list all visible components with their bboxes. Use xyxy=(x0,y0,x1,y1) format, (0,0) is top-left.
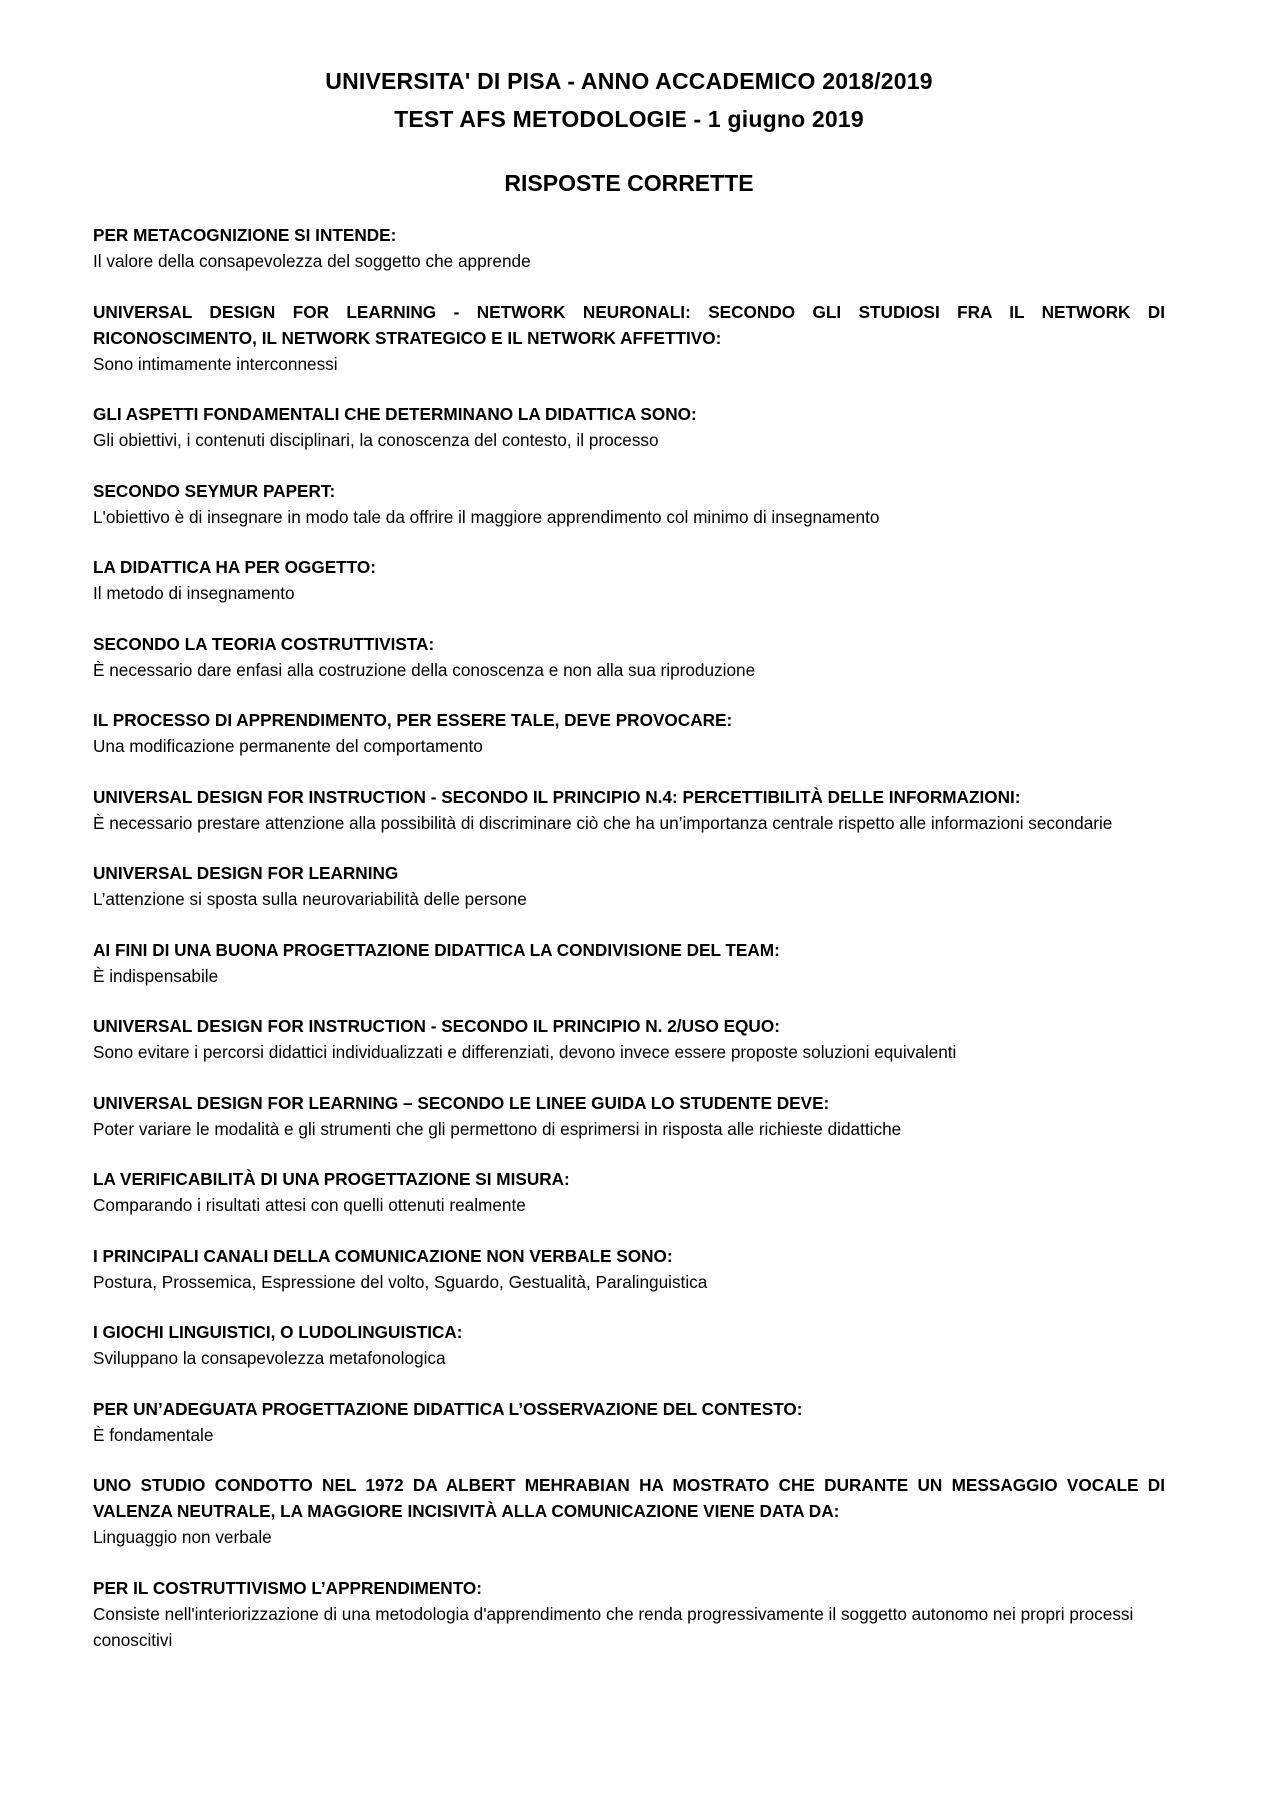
question-text: UNIVERSAL DESIGN FOR LEARNING xyxy=(93,863,399,883)
answer-text: Gli obiettivi, i contenuti disciplinari, la conoscenza del contesto, il processo xyxy=(93,430,659,450)
question-text: UNIVERSAL DESIGN FOR INSTRUCTION - SECONDO IL PRINCIPIO N. 2/USO EQUO: xyxy=(93,1016,780,1036)
answer-text: È indispensabile xyxy=(93,965,219,986)
document-header xyxy=(93,62,1165,138)
answer-text: È fondamentale xyxy=(93,1424,214,1445)
question-text: UNIVERSAL DESIGN FOR LEARNING - NETWORK NEURONALI: SECONDO GLI STUDIOSI FRA IL NETWORK DI RICONOSCIMENTO, IL NETWORK STRATEGICO E IL NETWORK AFFETTIVO: xyxy=(93,301,1165,348)
qa-item xyxy=(93,401,1165,453)
qa-item xyxy=(93,1396,1165,1448)
answer-text: Sono intimamente interconnessi xyxy=(93,353,338,374)
question-text: AI FINI DI UNA BUONA PROGETTAZIONE DIDATTICA LA CONDIVISIONE DEL TEAM: xyxy=(93,939,780,960)
question-text: SECONDO SEYMUR PAPERT: xyxy=(93,480,336,501)
section-title: RISPOSTE CORRETTE xyxy=(504,170,754,196)
answer-text: È necessario dare enfasi alla costruzione della conoscenza e non alla sua riproduzione xyxy=(93,659,756,680)
qa-item xyxy=(93,937,1165,989)
qa-item xyxy=(93,1575,1165,1653)
qa-item xyxy=(93,554,1165,606)
qa-item xyxy=(93,860,1165,912)
answer-text: L’attenzione si sposta sulla neurovariabilità delle persone xyxy=(93,889,527,909)
qa-item xyxy=(93,222,1165,274)
qa-item xyxy=(93,478,1165,530)
question-text: LA VERIFICABILITÀ DI UNA PROGETTAZIONE SI MISURA: xyxy=(93,1169,570,1189)
question-text: PER UN’ADEGUATA PROGETTAZIONE DIDATTICA L’OSSERVAZIONE DEL CONTESTO: xyxy=(93,1398,803,1419)
question-text: LA DIDATTICA HA PER OGGETTO: xyxy=(93,557,376,577)
qa-item xyxy=(93,1090,1165,1142)
question-text: I GIOCHI LINGUISTICI, O LUDOLINGUISTICA: xyxy=(93,1322,463,1342)
qa-item xyxy=(93,1243,1165,1295)
qa-item xyxy=(93,1013,1165,1065)
question-text: UNIVERSAL DESIGN FOR INSTRUCTION - SECONDO IL PRINCIPIO N.4: PERCETTIBILITÀ DELLE INFORMAZIONI: xyxy=(93,786,1021,807)
answer-text: Sono evitare i percorsi didattici individualizzati e differenziati, devono invece essere proposte soluzioni equivalenti xyxy=(93,1042,957,1062)
question-text: UNO STUDIO CONDOTTO NEL 1972 DA ALBERT MEHRABIAN HA MOSTRATO CHE DURANTE UN MESSAGGIO VOCALE DI VALENZA NEUTRALE, LA MAGGIORE INCISIVITÀ ALLA COMUNICAZIONE VIENE DATA DA: xyxy=(93,1475,1165,1521)
qa-item xyxy=(93,1166,1165,1218)
document-page xyxy=(93,62,1165,1677)
header-line-2: TEST AFS METODOLOGIE - 1 giugno 2019 xyxy=(394,106,864,132)
question-text: IL PROCESSO DI APPRENDIMENTO, PER ESSERE TALE, DEVE PROVOCARE: xyxy=(93,710,733,730)
qa-item xyxy=(93,1472,1165,1550)
question-text: PER IL COSTRUTTIVISMO L’APPRENDIMENTO: xyxy=(93,1577,482,1598)
answer-text: Comparando i risultati attesi con quelli ottenuti realmente xyxy=(93,1195,526,1215)
question-text: UNIVERSAL DESIGN FOR LEARNING – SECONDO LE LINEE GUIDA LO STUDENTE DEVE: xyxy=(93,1092,830,1113)
answer-text: Consiste nell'interiorizzazione di una metodologia d'apprendimento che renda progressivamente il soggetto autonomo nei propri processi conoscitivi xyxy=(93,1603,1134,1650)
answer-text: Sviluppano la consapevolezza metafonologica xyxy=(93,1348,446,1368)
qa-list xyxy=(93,222,1165,1653)
answer-text: Poter variare le modalità e gli strumenti che gli permettono di esprimersi in risposta alle richieste didattiche xyxy=(93,1118,902,1139)
question-text: I PRINCIPALI CANALI DELLA COMUNICAZIONE NON VERBALE SONO: xyxy=(93,1245,673,1266)
header-line-1: UNIVERSITA' DI PISA - ANNO ACCADEMICO 2018/2019 xyxy=(325,68,933,94)
answer-text: Linguaggio non verbale xyxy=(93,1527,272,1547)
question-text: PER METACOGNIZIONE SI INTENDE: xyxy=(93,225,397,245)
answer-text: Postura, Prossemica, Espressione del volto, Sguardo, Gestualità, Paralinguistica xyxy=(93,1271,708,1292)
question-text: SECONDO LA TEORIA COSTRUTTIVISTA: xyxy=(93,633,435,654)
answer-text: Il valore della consapevolezza del soggetto che apprende xyxy=(93,251,531,271)
qa-item xyxy=(93,707,1165,759)
qa-item xyxy=(93,631,1165,683)
qa-item xyxy=(93,784,1165,836)
answer-text: L'obiettivo è di insegnare in modo tale da offrire il maggiore apprendimento col minimo di insegnamento xyxy=(93,506,880,527)
answer-text: Il metodo di insegnamento xyxy=(93,583,295,603)
qa-item xyxy=(93,1319,1165,1371)
answer-text: Una modificazione permanente del comportamento xyxy=(93,736,483,756)
qa-item xyxy=(93,299,1165,377)
question-text: GLI ASPETTI FONDAMENTALI CHE DETERMINANO LA DIDATTICA SONO: xyxy=(93,404,697,424)
answer-text: È necessario prestare attenzione alla possibilità di discriminare ciò che ha un’importanza centrale rispetto alle informazioni secondarie xyxy=(93,812,1113,833)
